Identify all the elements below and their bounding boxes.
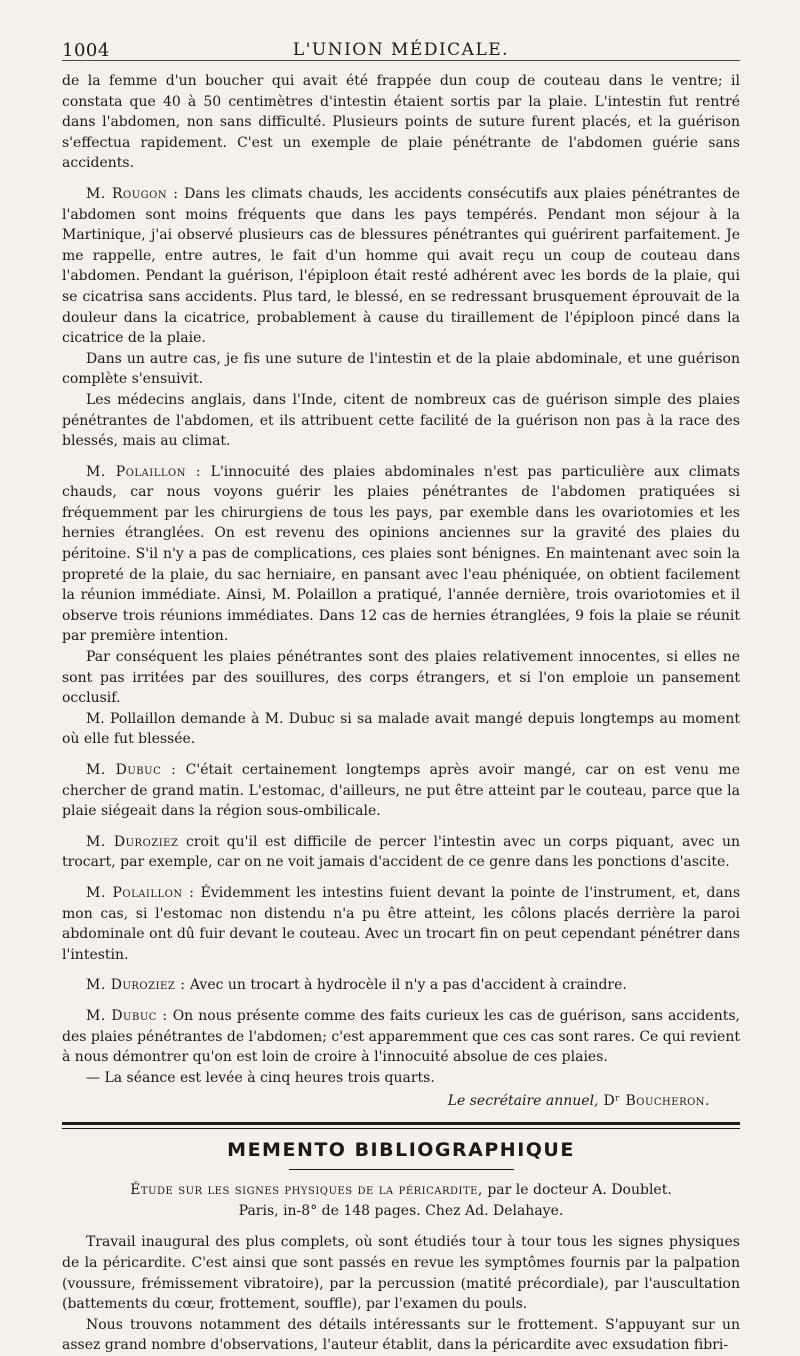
paragraph: Par conséquent les plaies pénétrantes sont des plaies relativement innocentes, si elles ne sont pas irritées par des souillures, des corps étrangers, et si l'on emploie un pansement occlusif. xyxy=(62,649,740,707)
speaker-name: M. Polaillon : xyxy=(86,463,202,480)
speaker-name: M. Dubuc : xyxy=(86,1007,168,1024)
paragraph xyxy=(62,832,740,873)
book-title xyxy=(62,1180,740,1201)
paragraph: Dans un autre cas, je fis une suture de l'intestin et de la plaie abdominale, et une guérison complète s'ensuivit. xyxy=(62,350,740,388)
book-author: par le docteur A. Doublet. xyxy=(482,1182,672,1199)
book-publication-info: Paris, in-8° de 148 pages. Chez Ad. Delahaye. xyxy=(238,1203,564,1220)
paragraph xyxy=(62,462,740,647)
page-number: 1004 xyxy=(62,40,110,61)
section-title: MEMENTO BIBLIOGRAPHIQUE xyxy=(227,1139,575,1162)
paragraph xyxy=(62,184,740,349)
paragraph xyxy=(62,883,740,965)
paragraph-text: L'innocuité des plaies abdominales n'est pas particulière aux climats chauds, car nous voyons guérir les plaies pénétrantes de l'abdomen pratiquées si fréquemment par les chirurgiens de tous les pays, par exemble dans les ovariotomies et les hernies étranglées. On est revenu des opinions anciennes sur la gravité des plaies du péritoine. S'il n'y a pas de complications, ces plaies sont bénignes. En maintenant avec soin la propreté de la plaie, du sac herniaire, en pansant avec l'eau phéniquée, on obtient facilement la réunion immédiate. Ainsi, M. Polaillon a pratiqué, l'année dernière, trois ovariotomies et il observe trois réunions immédiates. Dans 12 cas de hernies étranglées, 9 fois la plaie se réunit par première intention. xyxy=(62,463,740,645)
paragraph: Les médecins anglais, dans l'Inde, citent de nombreux cas de guérison simple des plaies pénétrantes de l'abdomen, et ils attribuent cette facilité de la guérison non pas à la race des blessés, mais au climat. xyxy=(62,391,740,450)
closing-line: — La séance est levée à cinq heures trois quarts. xyxy=(86,1069,435,1086)
page-header xyxy=(62,26,740,61)
speaker-name: M. Duroziez xyxy=(86,833,179,850)
paragraph-text: On nous présente comme des faits curieux les cas de guérison, sans accidents, des plaies pénétrantes de l'abdomen; c'est apparemment que ces cas sont rares. Ce qui revient à nous démontrer qu'on est loin de croire à l'innocuité absolue de ces plaies. xyxy=(62,1007,740,1066)
review-paragraph: Nous trouvons notamment des détails intéressants sur le frottement. S'appuyant sur un assez grand nombre d'observations, l'auteur établit, dans la péricardite avec exsudation fibri- xyxy=(62,1316,740,1354)
signature-role: Le secrétaire annuel, xyxy=(447,1093,599,1110)
signature xyxy=(62,1090,740,1112)
paragraph: M. Pollaillon demande à M. Dubuc si sa malade avait mangé depuis longtemps au moment où elle fut blessée. xyxy=(62,710,740,748)
speaker-name: M. Rougon : xyxy=(86,185,179,202)
article-body xyxy=(62,71,740,1112)
paragraph-text: Avec un trocart à hydrocèle il n'y a pas d'accident à craindre. xyxy=(185,977,627,994)
speaker-name: M. Polaillon : xyxy=(86,884,195,901)
paragraph: de la femme d'un boucher qui avait été frappée dun coup de couteau dans le ventre; il constata que 40 à 50 centimètres d'intestin étaient sortis par la plaie. L'intestin fut rentré dans l'abdomen, non sans difficulté. Plusieurs points de suture furent placés, et la guérison s'effectua rapidement. C'est un exemple de plaie pénétrante de l'abdomen guérie sans accidents. xyxy=(62,73,740,172)
title-underline xyxy=(289,1169,514,1170)
section-divider xyxy=(62,1122,740,1129)
running-title: L'UNION MÉDICALE. xyxy=(292,40,510,60)
review-paragraph: Travail inaugural des plus complets, où sont étudiés tour à tour tous les signes physiques de la péricardite. C'est ainsi que sont passés en revue les symptômes fournis par la palpation (voussure, frémissement vibratoire), par la percussion (matité précordiale), par l'auscultation (battements du cœur, frottement, souffle), par l'examen du pouls. xyxy=(62,1234,740,1313)
signature-name: Dʳ Boucheron. xyxy=(598,1093,710,1110)
book-title-text: Étude sur les signes physiques de la péricardite, xyxy=(130,1182,483,1199)
paragraph-text: Dans les climats chauds, les accidents consécutifs aux plaies pénétrantes de l'abdomen sont moins fréquents que dans les pays tempérés. Pendant mon séjour à la Martinique, j'ai observé plusieurs cas de blessures pénétrantes qui guérirent parfaitement. Je me rappelle, entre autres, le fait d'un homme qui avait reçu un coup de couteau dans l'abdomen. Pendant la guérison, l'épiploon était resté adhérent avec les bords de la plaie, qui se cicatrisa sans accidents. Plus tard, le blessé, en se redressant brusquement éprouvait de la douleur dans la cicatrice, probablement à cause du tiraillement de l'épiploon pincé dans la cicatrice de la plaie. xyxy=(62,185,740,347)
speaker-name: M. Duroziez : xyxy=(86,977,186,994)
paragraph xyxy=(62,760,740,822)
paragraph-text: C'était certainement longtemps après avoir mangé, car on est venu me chercher de grand matin. L'estomac, d'ailleurs, ne put être atteint par le couteau, parce que la plaie siégeait dans la région sous-ombilicale. xyxy=(62,762,740,820)
paragraph-text: croit qu'il est difficile de percer l'intestin avec un corps piquant, avec un trocart, par exemple, car on ne voit jamais d'accident de ce genre dans les ponctions d'ascite. xyxy=(62,833,741,871)
paragraph-text: Évidemment les intestins fuient devant la pointe de l'instrument, et, dans mon cas, si l'estomac non distendu n'a pu être atteint, les côlons placés derrière la paroi abdominale ont dû fuir devant le couteau. Avec un trocart fin on peut cependant pénétrer dans l'intestin. xyxy=(62,884,740,963)
paragraph xyxy=(62,975,740,996)
speaker-name: M. Dubuc : xyxy=(86,762,177,778)
paragraph xyxy=(62,1006,740,1068)
